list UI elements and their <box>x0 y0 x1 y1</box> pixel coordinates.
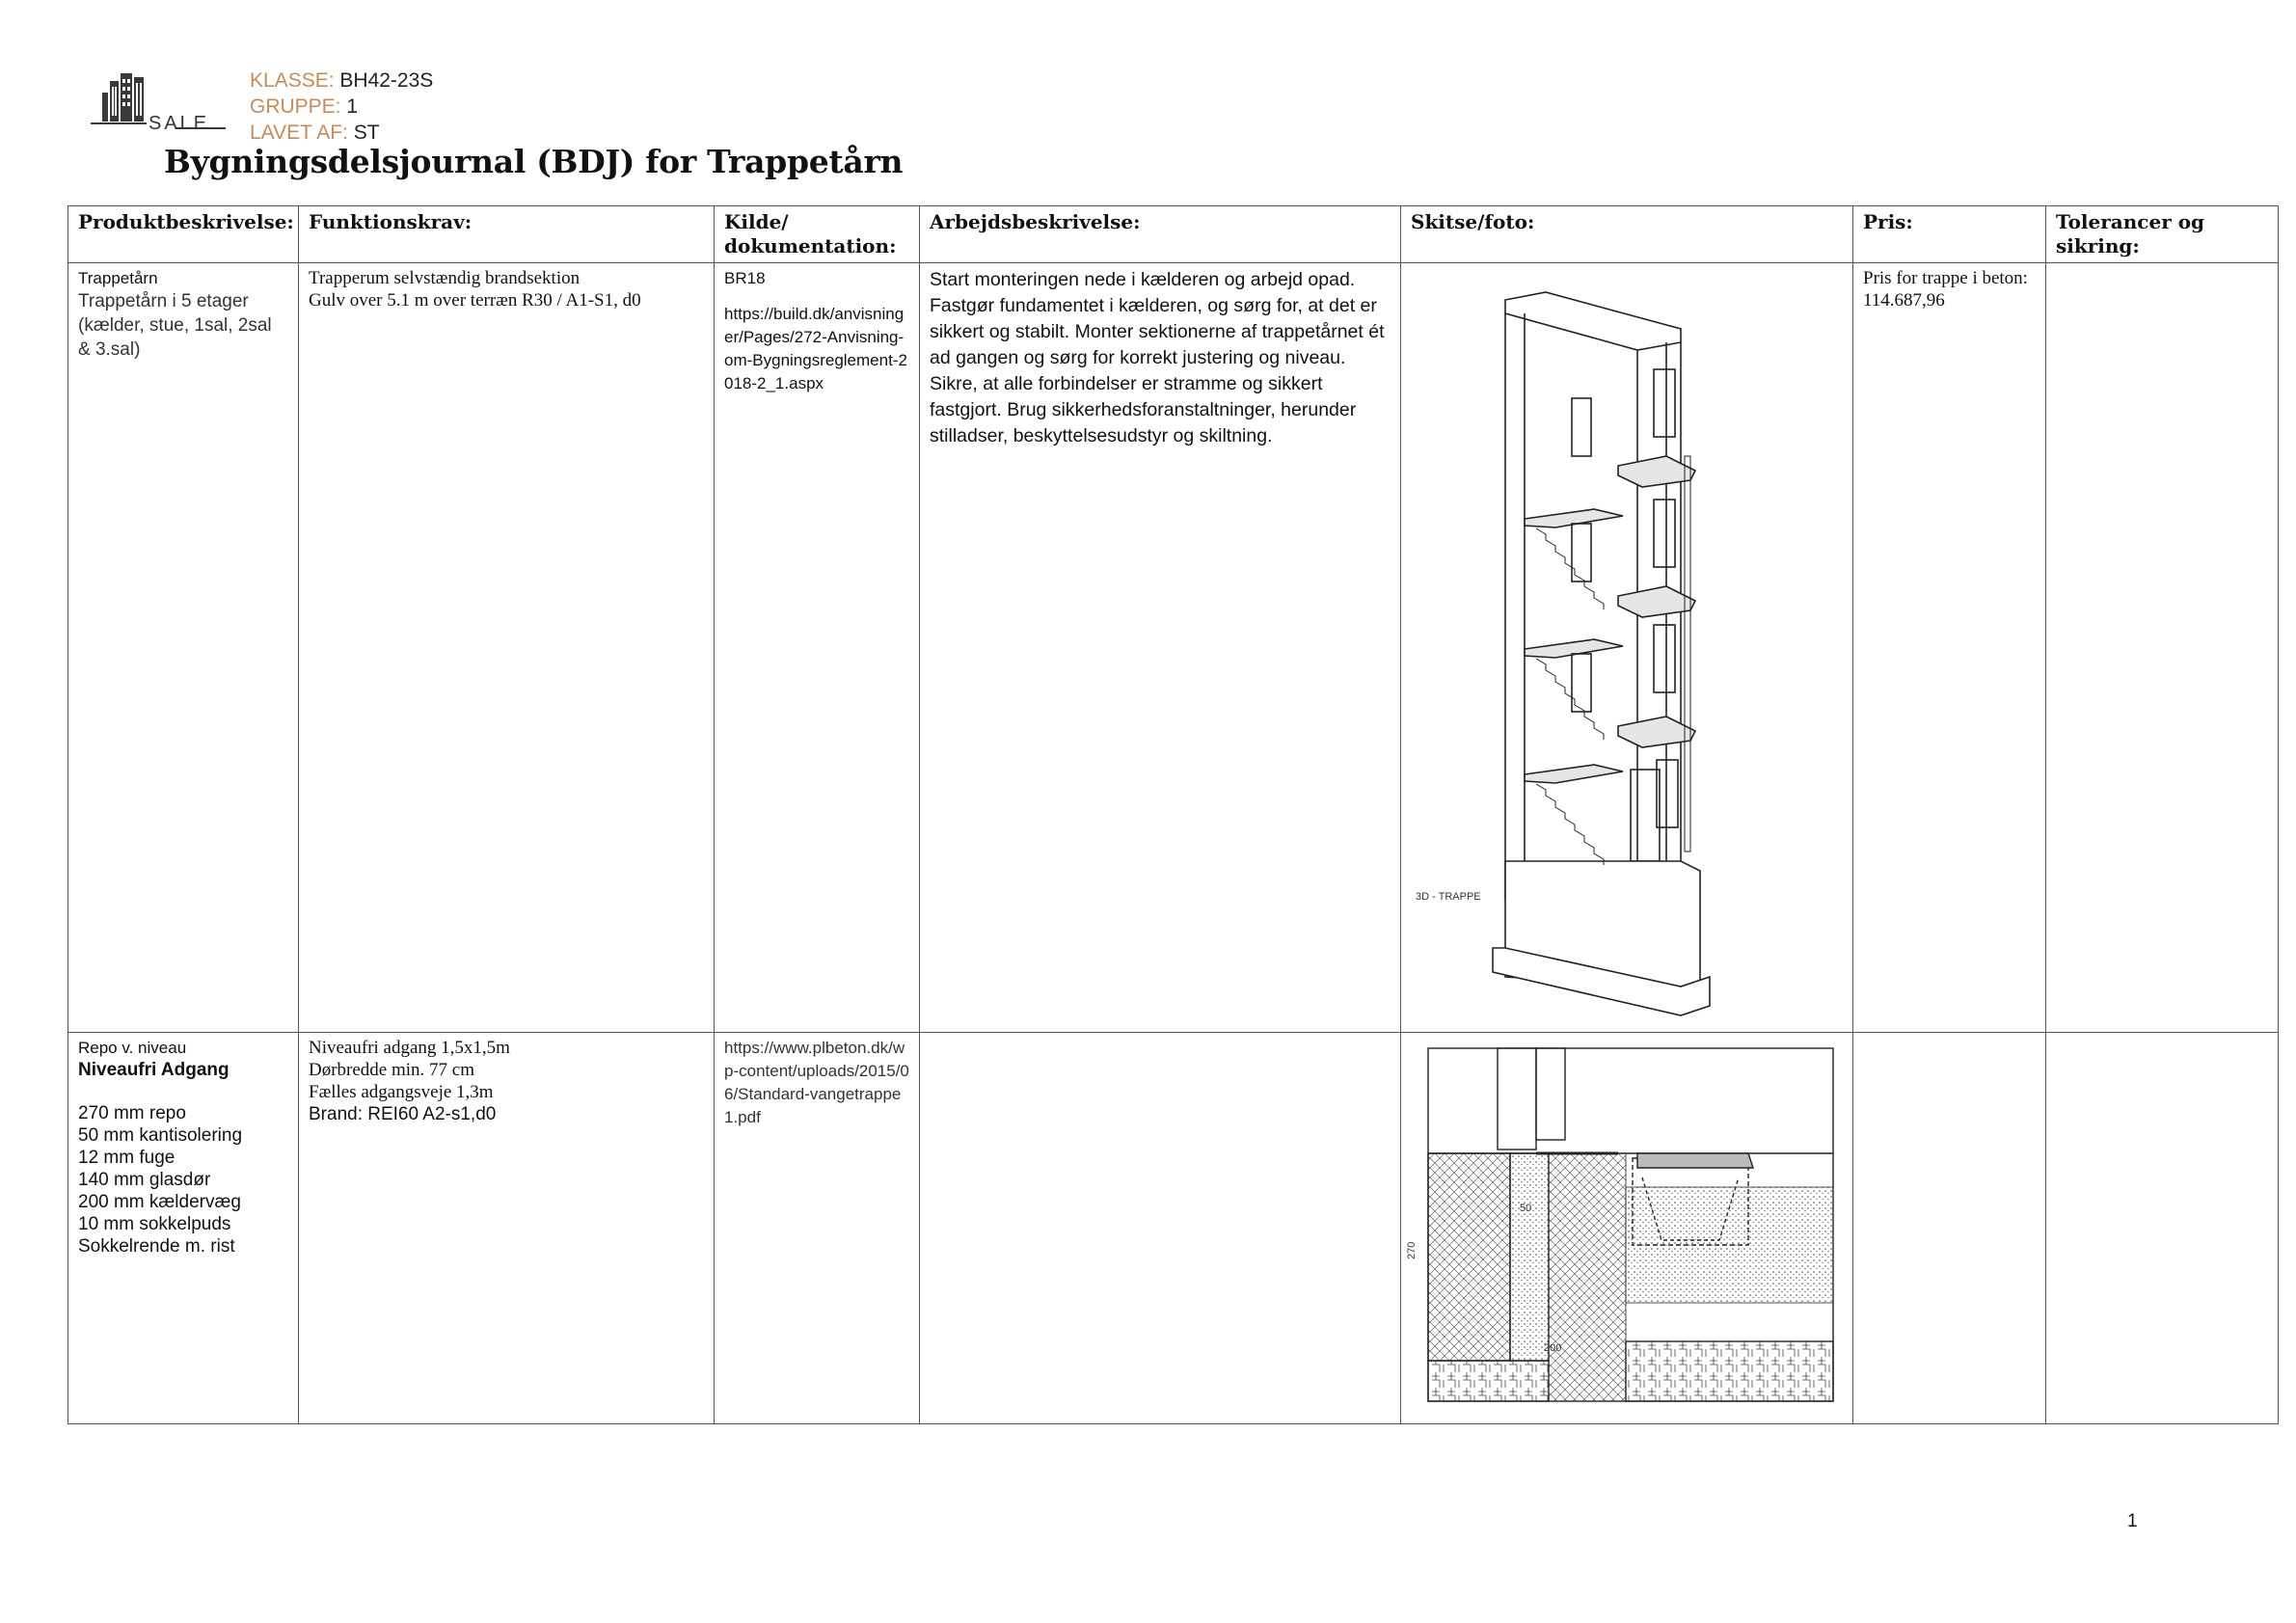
detail-dim-270: 270 <box>1406 1241 1418 1259</box>
logo-text: SALE <box>149 113 210 134</box>
funktion-line: Dørbredde min. 77 cm <box>309 1060 475 1080</box>
lavet-line <box>250 120 433 146</box>
cell-tolerancer <box>2046 1033 2279 1424</box>
lavet-label: LAVET AF: <box>250 122 348 144</box>
funktion-line: Brand: REI60 A2-s1,d0 <box>309 1104 497 1124</box>
gruppe-value: 1 <box>346 95 359 118</box>
funktion-line: Trapperum selvstændig brandsektion <box>309 268 581 288</box>
cell-skitse <box>1401 1033 1853 1424</box>
skitse-label: 3D - TRAPPE <box>1416 891 1481 903</box>
pris-label: Pris for trappe i beton: <box>1863 268 2028 288</box>
arbejde-text: Start monteringen nede i kælderen og arbejd opad. Fastgør fundamentet i kælderen, og sørg for, at det er sikkert og stabilt. Monter sektionerne af trappetårnet ét ad gangen og sørg for korrekt justering og niveau. Sikre, at alle forbindelser er stramme og sikkert fastgjort. Brug sikkerhedsforanstaltninger, herunder stilladser, beskyttelsesudstyr og skiltning. <box>930 269 1385 446</box>
cell-funktion <box>299 263 715 1033</box>
cell-produkt <box>68 263 299 1033</box>
table-row <box>68 1033 2279 1424</box>
produkt-title: Repo v. niveau <box>78 1039 187 1057</box>
cell-skitse <box>1401 263 1853 1033</box>
kilde-ref: BR18 <box>724 269 766 287</box>
klasse-line <box>250 68 433 94</box>
header-info <box>250 68 433 146</box>
produkt-line: Sokkelrende m. rist <box>78 1236 235 1257</box>
produkt-desc: Trappetårn i 5 etager (kælder, stue, 1sal, 2sal & 3.sal) <box>78 291 272 360</box>
cell-kilde <box>715 263 920 1033</box>
cell-kilde <box>715 1033 920 1424</box>
gruppe-line <box>250 94 433 120</box>
produkt-title: Trappetårn <box>78 269 158 287</box>
cell-pris <box>1853 263 2046 1033</box>
cell-arbejde <box>920 1033 1401 1424</box>
detail-dim-50: 50 <box>1520 1203 1532 1214</box>
klasse-value: BH42-23S <box>339 69 434 92</box>
produkt-line: 50 mm kantisolering <box>78 1125 243 1146</box>
lavet-value: ST <box>353 122 380 144</box>
funktion-line: Niveaufri adgang 1,5x1,5m <box>309 1038 510 1058</box>
produkt-subtitle: Niveaufri Adgang <box>78 1060 230 1080</box>
header-pris: Pris: <box>1853 206 2046 263</box>
header-produkt: Produktbeskrivelse: <box>68 206 299 263</box>
cell-tolerancer <box>2046 263 2279 1033</box>
header-kilde: Kilde/ dokumentation: <box>715 206 920 263</box>
header-row <box>68 206 2279 263</box>
header-funktion: Funktionskrav: <box>299 206 715 263</box>
company-logo <box>89 68 233 135</box>
detail-dim-200: 200 <box>1544 1342 1562 1354</box>
cell-funktion <box>299 1033 715 1424</box>
funktion-line: Gulv over 5.1 m over terræn R30 / A1-S1, d0 <box>309 290 641 311</box>
produkt-line: 140 mm glasdør <box>78 1170 211 1190</box>
gruppe-label: GRUPPE: <box>250 95 341 118</box>
klasse-label: KLASSE: <box>250 69 335 92</box>
detail-section-drawing <box>1401 1033 1853 1423</box>
page-title: Bygningsdelsjournal (BDJ) for Trappetårn <box>164 143 904 180</box>
table-row <box>68 263 2279 1033</box>
cell-arbejde <box>920 263 1401 1033</box>
produkt-line: 270 mm repo <box>78 1103 186 1123</box>
header-tolerancer: Tolerancer og sikring: <box>2046 206 2279 263</box>
cell-pris <box>1853 1033 2046 1424</box>
bdj-table <box>68 205 2279 1424</box>
kilde-link[interactable]: https://www.plbeton.dk/wp-content/uploads/2015/06/Standard-vangetrappe1.pdf <box>724 1039 909 1126</box>
produkt-line: 12 mm fuge <box>78 1148 176 1168</box>
header-skitse: Skitse/foto: <box>1401 206 1853 263</box>
funktion-line: Fælles adgangsveje 1,3m <box>309 1082 494 1102</box>
kilde-link[interactable]: https://build.dk/anvisninger/Pages/272-Anvisning-om-Bygningsreglement-2018-2_1.aspx <box>724 305 907 392</box>
cell-produkt <box>68 1033 299 1424</box>
produkt-line: 10 mm sokkelpuds <box>78 1214 231 1234</box>
stair-tower-3d-drawing <box>1401 263 1853 1032</box>
page-number: 1 <box>2127 1511 2138 1531</box>
pris-value: 114.687,96 <box>1863 290 1945 311</box>
produkt-line: 200 mm kældervæg <box>78 1192 241 1212</box>
header-arbejde: Arbejdsbeskrivelse: <box>920 206 1401 263</box>
